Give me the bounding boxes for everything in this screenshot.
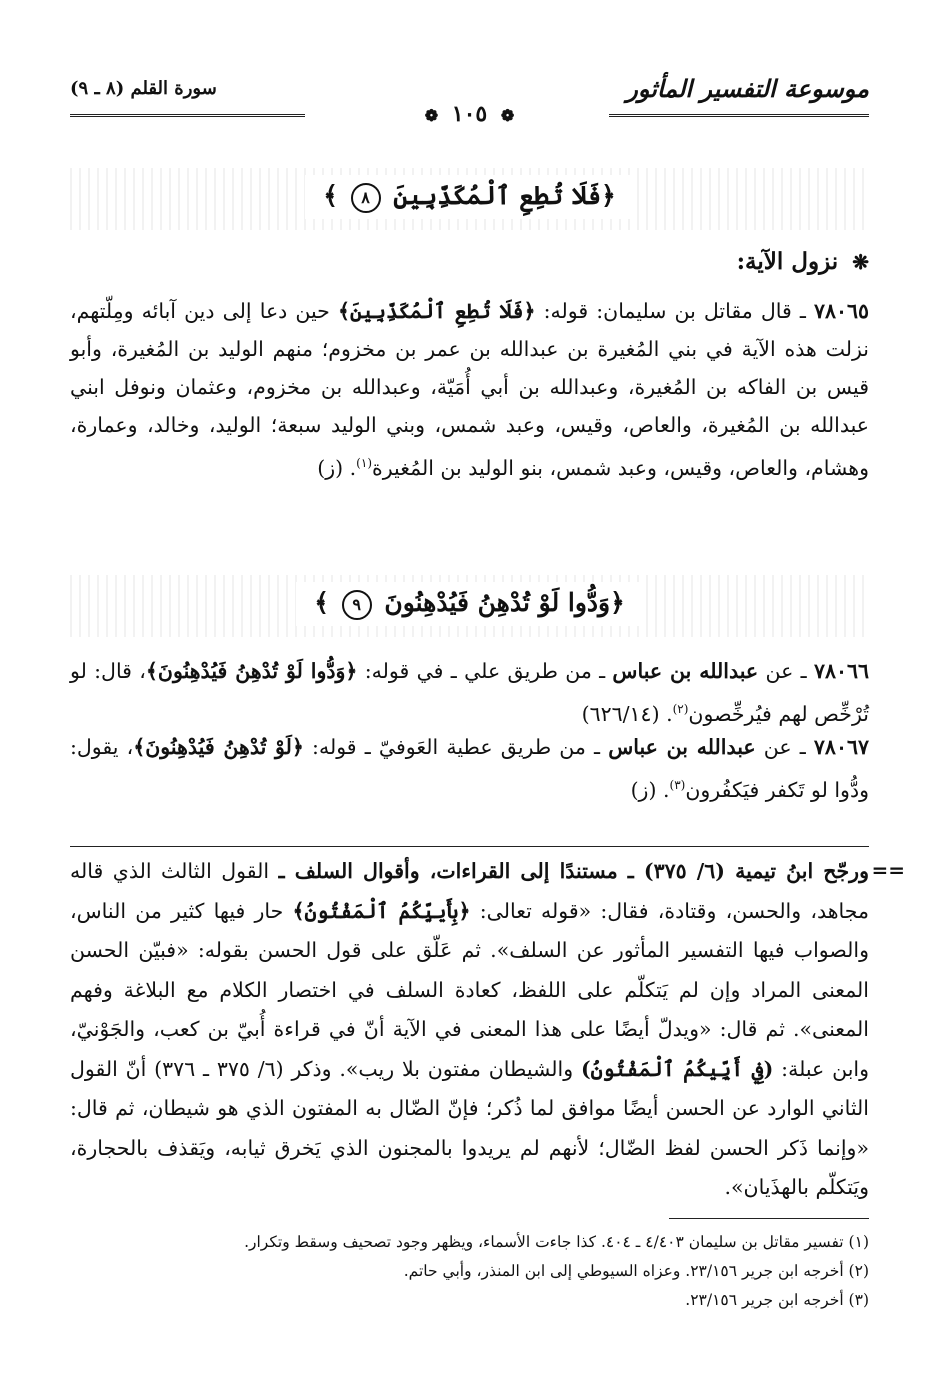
page-header: [70, 70, 869, 130]
ornament-icon: ❁: [500, 106, 515, 125]
verse-close-bracket: ﴾: [314, 588, 329, 617]
narration-paragraph: [70, 728, 869, 809]
narration-number: ٧٨٠٦٦: [813, 659, 869, 683]
commentary-text: القول الثالث الذي قاله مجاهد، والحسن، وقتادة، فقال: «قوله تعالى:: [70, 859, 869, 923]
quran-quote: ﴿وَدُّوا لَوْ تُدْهِنُ فَيُدْهِنُونَ﴾: [145, 659, 358, 683]
verse-words: ﴿فَلَا تُطِعِ ٱلْمُكَذِّبِينَ: [393, 181, 616, 210]
narration-text: ، يقول: ودُّوا لو تَكفر فيَكفُرون: [70, 735, 869, 802]
narration-end: . (ز): [317, 455, 357, 480]
narration-text: ـ من طريق علي ـ في قوله:: [357, 659, 613, 683]
verse-banner: [70, 168, 869, 230]
commentary-separator: [70, 846, 869, 847]
commentary-text: والشيطان مفتون بلا ريب». وذكر (٦/ ٣٧٥ ـ ٣٧٦) أنّ القول الثاني الوارد عن الحسن أيضًا موافق لما ذُكر؛ فإنّ الضّال به المفتون الذي هو شيطان، ثم قال: «وإنما ذَكر الحسن لفظ الضّال؛ لأنهم لم يريدوا بالمجنون الذي يَخرق ثيابه، ويَقذف بالحجارة، ويَتكلّم بالهذَيان».: [70, 1056, 869, 1199]
quran-quote: ﴿فَلَا تُطِعِ ٱلْمُكَذِّبِينَ﴾: [337, 299, 536, 323]
commentary-paragraph: [70, 852, 869, 1208]
ornament-icon: ❁: [424, 106, 439, 125]
surah-title: سورة القلم (٨ ـ ٩): [70, 78, 217, 99]
commentary-intro: ورجّح ابنُ تيمية (٦/ ٣٧٥) ـ مستندًا إلى القراءات، وأقوال السلف ـ: [278, 859, 869, 883]
narration-end: . (ز): [630, 777, 670, 802]
continuation-mark: ==: [871, 858, 905, 882]
verse-text: [296, 582, 643, 626]
narration-text: حين دعا إلى دين آبائه ومِلّتهم، نزلت هذه الآية في بني المُغيرة بن عبدالله بن عمر بن مخزوم؛ منهم الوليد بن المُغيرة، وأبو قيس بن الفاكه بن المُغيرة، وعبدالله بن أبي أُمَيّة، وعبدالله بن مخزوم، وعثمان ونوفل ابني عبدالله بن المُغيرة، والعاص، وقيس، وعبد شمس، وبني الوليد سبعة؛ الوليد، وخالد، وعمارة، وهشام، والعاص، وقيس، وعبد شمس، بنو الوليد بن المُغيرة: [70, 299, 869, 480]
narration-text: ـ عن: [755, 735, 814, 759]
flower-icon: ❋: [852, 250, 869, 274]
footnotes: [70, 1228, 869, 1315]
verse-close-bracket: ﴾: [323, 181, 338, 210]
section-heading-text: نزول الآية:: [736, 248, 839, 275]
narration-number: ٧٨٠٦٥: [813, 299, 869, 323]
footnote-ref: (٢): [672, 702, 689, 716]
ayah-number-icon: ٨: [351, 183, 381, 213]
verse-text: [305, 175, 634, 219]
narration-paragraph: [70, 292, 869, 487]
narration-number: ٧٨٠٦٧: [813, 735, 869, 759]
narration-text: ـ عن: [758, 659, 814, 683]
book-title: موسوعة التفسير المأثور: [626, 74, 869, 103]
commentary-text: حار فيها كثير من الناس، والصواب فيها التفسير المأثور عن السلف». ثم عَلّق على قول الحسن بقوله: «فبيّن الحسن المعنى المراد وإن لم يَتكلّم على اللفظ، كعادة السلف في اختصار الكلام مع البلاغة وفهم المعنى». ثم قال: «ويدلّ أيضًا على هذا المعنى في الآية أنّ في قراءة أُبيّ بن كعب، والجَوْنيّ، وابن عبلة:: [70, 898, 870, 1081]
narrator-name: عبدالله بن عباس: [608, 735, 756, 759]
section-heading: [737, 248, 869, 275]
footnote: (٣) أخرجه ابن جرير ٢٣/١٥٦.: [685, 1291, 869, 1309]
ayah-number-icon: ٩: [342, 590, 372, 620]
book-page: [70, 0, 905, 1381]
narrator-name: عبدالله بن عباس: [612, 659, 759, 683]
footnote-separator: [669, 1218, 869, 1219]
footnote-ref: (١): [356, 456, 372, 470]
narration-end: . (٦٢٦/١٤): [581, 701, 673, 726]
narration-text: ـ من طريق عطية العَوفيّ ـ قوله:: [303, 735, 609, 759]
narration-text: ، قال: لو تُرْخِّص لهم فيُرخِّصون: [70, 659, 869, 726]
narration-paragraph: [70, 652, 869, 733]
page-number: ١٠٥: [451, 101, 488, 127]
quran-quote: ﴿لَوْ تُدْهِنُ فَيُدْهِنُونَ﴾: [133, 735, 304, 759]
quran-quote: ﴿بِأَييِّكُمُ ٱلْمَفْتُونُ﴾: [292, 898, 471, 923]
narration-text: ـ قال مقاتل بن سليمان: قوله:: [535, 299, 814, 323]
verse-banner: [70, 575, 869, 637]
quran-reading: (فِي أَيِّيكُمُ ٱلْمَفْتُونُ): [580, 1056, 774, 1081]
verse-words: ﴿وَدُّوا لَوْ تُدْهِنُ فَيُدْهِنُونَ: [384, 588, 625, 617]
footnote: (١) تفسير مقاتل بن سليمان ٤/٤٠٣ ـ ٤٠٤. كذا جاءت الأسماء، ويظهر وجود تصحيف وسقط وتكرار.: [244, 1233, 869, 1251]
footnote: (٢) أخرجه ابن جرير ٢٣/١٥٦. وعزاه السيوطي إلى ابن المنذر، وأبي حاتم.: [403, 1262, 869, 1280]
footnote-ref: (٣): [669, 778, 686, 792]
page-number-group: [70, 101, 869, 127]
